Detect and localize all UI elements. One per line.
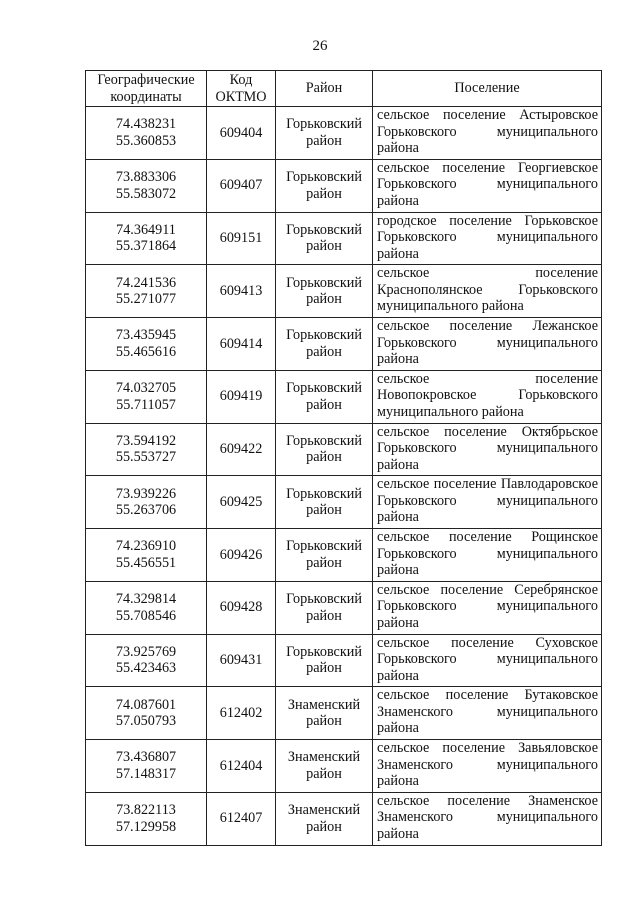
settlement-name: сельское поселение Павлодаровское Горьковского муниципального района [377, 476, 598, 526]
table-row [86, 740, 602, 793]
oktmo-cell: 609426 [207, 529, 276, 582]
district-word: район [306, 660, 342, 677]
longitude-value: 73.435945 [115, 327, 177, 344]
district-cell [276, 265, 373, 318]
latitude-value: 55.371864 [115, 238, 177, 255]
header-coordinates [86, 71, 207, 107]
district-name: Знаменский [287, 749, 361, 766]
longitude-value: 74.438231 [115, 116, 177, 133]
settlement-name: городское поселение Горьковское Горьковского муниципального района [377, 212, 598, 262]
district-name: Горьковский [286, 485, 362, 502]
district-name: Горьковский [286, 538, 362, 555]
district-word: район [306, 291, 342, 308]
coordinates-cell [86, 476, 207, 529]
oktmo-cell: 609413 [207, 265, 276, 318]
settlement-cell [373, 423, 602, 476]
latitude-value: 55.423463 [115, 660, 177, 677]
latitude-value: 55.583072 [115, 185, 177, 202]
oktmo-cell: 609404 [207, 107, 276, 160]
oktmo-cell: 609425 [207, 476, 276, 529]
latitude-value: 57.148317 [115, 765, 177, 782]
header-oktmo [207, 71, 276, 107]
longitude-value: 74.241536 [115, 274, 177, 291]
table-row [86, 687, 602, 740]
oktmo-cell: 609151 [207, 212, 276, 265]
district-word: район [306, 185, 342, 202]
district-name: Горьковский [286, 116, 362, 133]
longitude-value: 74.236910 [115, 538, 177, 555]
settlement-cell [373, 318, 602, 371]
coordinates-cell [86, 265, 207, 318]
table-row [86, 529, 602, 582]
district-word: район [306, 502, 342, 519]
settlement-name: сельское поселение Знаменское Знаменского муниципального района [377, 792, 598, 842]
settlement-name: сельское поселение Бутаковское Знаменского муниципального района [377, 687, 598, 737]
district-cell [276, 476, 373, 529]
district-cell [276, 423, 373, 476]
header-settlement: Поселение [373, 71, 602, 107]
oktmo-cell: 609431 [207, 634, 276, 687]
settlement-cell [373, 370, 602, 423]
longitude-value: 74.032705 [115, 380, 177, 397]
settlement-cell [373, 476, 602, 529]
latitude-value: 55.456551 [115, 554, 177, 571]
settlement-name: сельское поселение Суховское Горьковского муниципального района [377, 634, 598, 684]
district-cell [276, 159, 373, 212]
district-name: Горьковский [286, 643, 362, 660]
table-row [86, 423, 602, 476]
district-name: Знаменский [287, 802, 361, 819]
oktmo-cell: 612402 [207, 687, 276, 740]
district-name: Горьковский [286, 274, 362, 291]
table-row [86, 212, 602, 265]
settlement-name: сельское поселение Серебрянское Горьковского муниципального района [377, 581, 598, 631]
coordinates-cell [86, 159, 207, 212]
table-body [86, 107, 602, 846]
coordinates-cell [86, 423, 207, 476]
table-row [86, 792, 602, 845]
longitude-value: 73.594192 [115, 432, 177, 449]
longitude-value: 74.364911 [116, 221, 176, 238]
district-word: район [306, 765, 342, 782]
oktmo-cell: 609428 [207, 581, 276, 634]
latitude-value: 55.553727 [115, 449, 177, 466]
header-oktmo-line-1: Код [229, 72, 253, 88]
settlement-cell [373, 107, 602, 160]
district-cell [276, 370, 373, 423]
district-word: район [306, 449, 342, 466]
district-word: район [306, 343, 342, 360]
table-row [86, 370, 602, 423]
latitude-value: 55.465616 [115, 343, 177, 360]
oktmo-cell: 609419 [207, 370, 276, 423]
settlement-name: сельское поселение Октябрьское Горьковского муниципального района [377, 423, 598, 473]
coordinates-cell [86, 370, 207, 423]
longitude-value: 73.939226 [115, 485, 177, 502]
longitude-value: 74.329814 [115, 591, 177, 608]
longitude-value: 73.436807 [115, 749, 177, 766]
longitude-value: 73.925769 [115, 643, 177, 660]
table-header-row [86, 71, 602, 107]
table-row [86, 476, 602, 529]
settlement-cell [373, 687, 602, 740]
table-row [86, 159, 602, 212]
settlement-cell [373, 159, 602, 212]
latitude-value: 57.050793 [115, 713, 177, 730]
settlement-name: сельское поселение Новопокровское Горьковского муниципального района [377, 370, 598, 420]
header-coordinates-line-1: Географические [97, 72, 195, 88]
oktmo-cell: 612407 [207, 792, 276, 845]
district-cell [276, 687, 373, 740]
settlement-cell [373, 581, 602, 634]
district-cell [276, 792, 373, 845]
latitude-value: 57.129958 [115, 818, 177, 835]
coordinates-cell [86, 581, 207, 634]
coordinates-cell [86, 740, 207, 793]
coordinates-cell [86, 529, 207, 582]
district-word: район [306, 238, 342, 255]
district-word: район [306, 132, 342, 149]
table-row [86, 581, 602, 634]
latitude-value: 55.708546 [115, 607, 177, 624]
oktmo-cell: 609407 [207, 159, 276, 212]
settlement-name: сельское поселение Рощинское Горьковского муниципального района [377, 529, 598, 578]
district-cell [276, 634, 373, 687]
settlement-cell [373, 634, 602, 687]
district-word: район [306, 396, 342, 413]
coordinates-cell [86, 634, 207, 687]
coordinates-cell [86, 687, 207, 740]
settlement-cell [373, 265, 602, 318]
settlement-name: сельское поселение Краснополянское Горьковского муниципального района [377, 265, 598, 315]
latitude-value: 55.271077 [115, 291, 177, 308]
settlement-name: сельское поселение Астыровское Горьковского муниципального района [377, 107, 598, 156]
settlement-cell [373, 792, 602, 845]
district-name: Горьковский [286, 591, 362, 608]
table-row [86, 107, 602, 160]
latitude-value: 55.711057 [116, 396, 176, 413]
district-cell [276, 581, 373, 634]
district-word: район [306, 818, 342, 835]
oktmo-cell: 612404 [207, 740, 276, 793]
table-row [86, 265, 602, 318]
longitude-value: 73.822113 [116, 802, 176, 819]
oktmo-cell: 609422 [207, 423, 276, 476]
district-cell [276, 107, 373, 160]
district-word: район [306, 713, 342, 730]
settlement-cell [373, 212, 602, 265]
settlements-table [85, 70, 602, 846]
oktmo-cell: 609414 [207, 318, 276, 371]
coordinates-cell [86, 212, 207, 265]
longitude-value: 73.883306 [115, 169, 177, 186]
settlement-name: сельское поселение Лежанское Горьковского муниципального района [377, 318, 598, 367]
district-name: Горьковский [286, 169, 362, 186]
district-cell [276, 740, 373, 793]
district-word: район [306, 607, 342, 624]
settlement-name: сельское поселение Георгиевское Горьковского муниципального района [377, 159, 598, 209]
district-cell [276, 318, 373, 371]
table-row [86, 318, 602, 371]
district-cell [276, 529, 373, 582]
page-number: 26 [312, 38, 328, 54]
settlement-cell [373, 740, 602, 793]
table-row [86, 634, 602, 687]
district-name: Горьковский [286, 380, 362, 397]
header-coordinates-line-2: координаты [110, 88, 182, 105]
district-cell [276, 212, 373, 265]
settlement-name: сельское поселение Завьяловское Знаменского муниципального района [377, 740, 598, 789]
district-name: Горьковский [286, 327, 362, 344]
header-oktmo-line-2: ОКТМО [215, 88, 267, 105]
district-name: Горьковский [286, 221, 362, 238]
latitude-value: 55.263706 [115, 502, 177, 519]
district-name: Знаменский [287, 696, 361, 713]
district-word: район [306, 554, 342, 571]
settlement-cell [373, 529, 602, 582]
longitude-value: 74.087601 [115, 696, 177, 713]
coordinates-cell [86, 107, 207, 160]
latitude-value: 55.360853 [115, 132, 177, 149]
coordinates-cell [86, 318, 207, 371]
coordinates-cell [86, 792, 207, 845]
district-name: Горьковский [286, 432, 362, 449]
header-district: Район [276, 71, 373, 107]
